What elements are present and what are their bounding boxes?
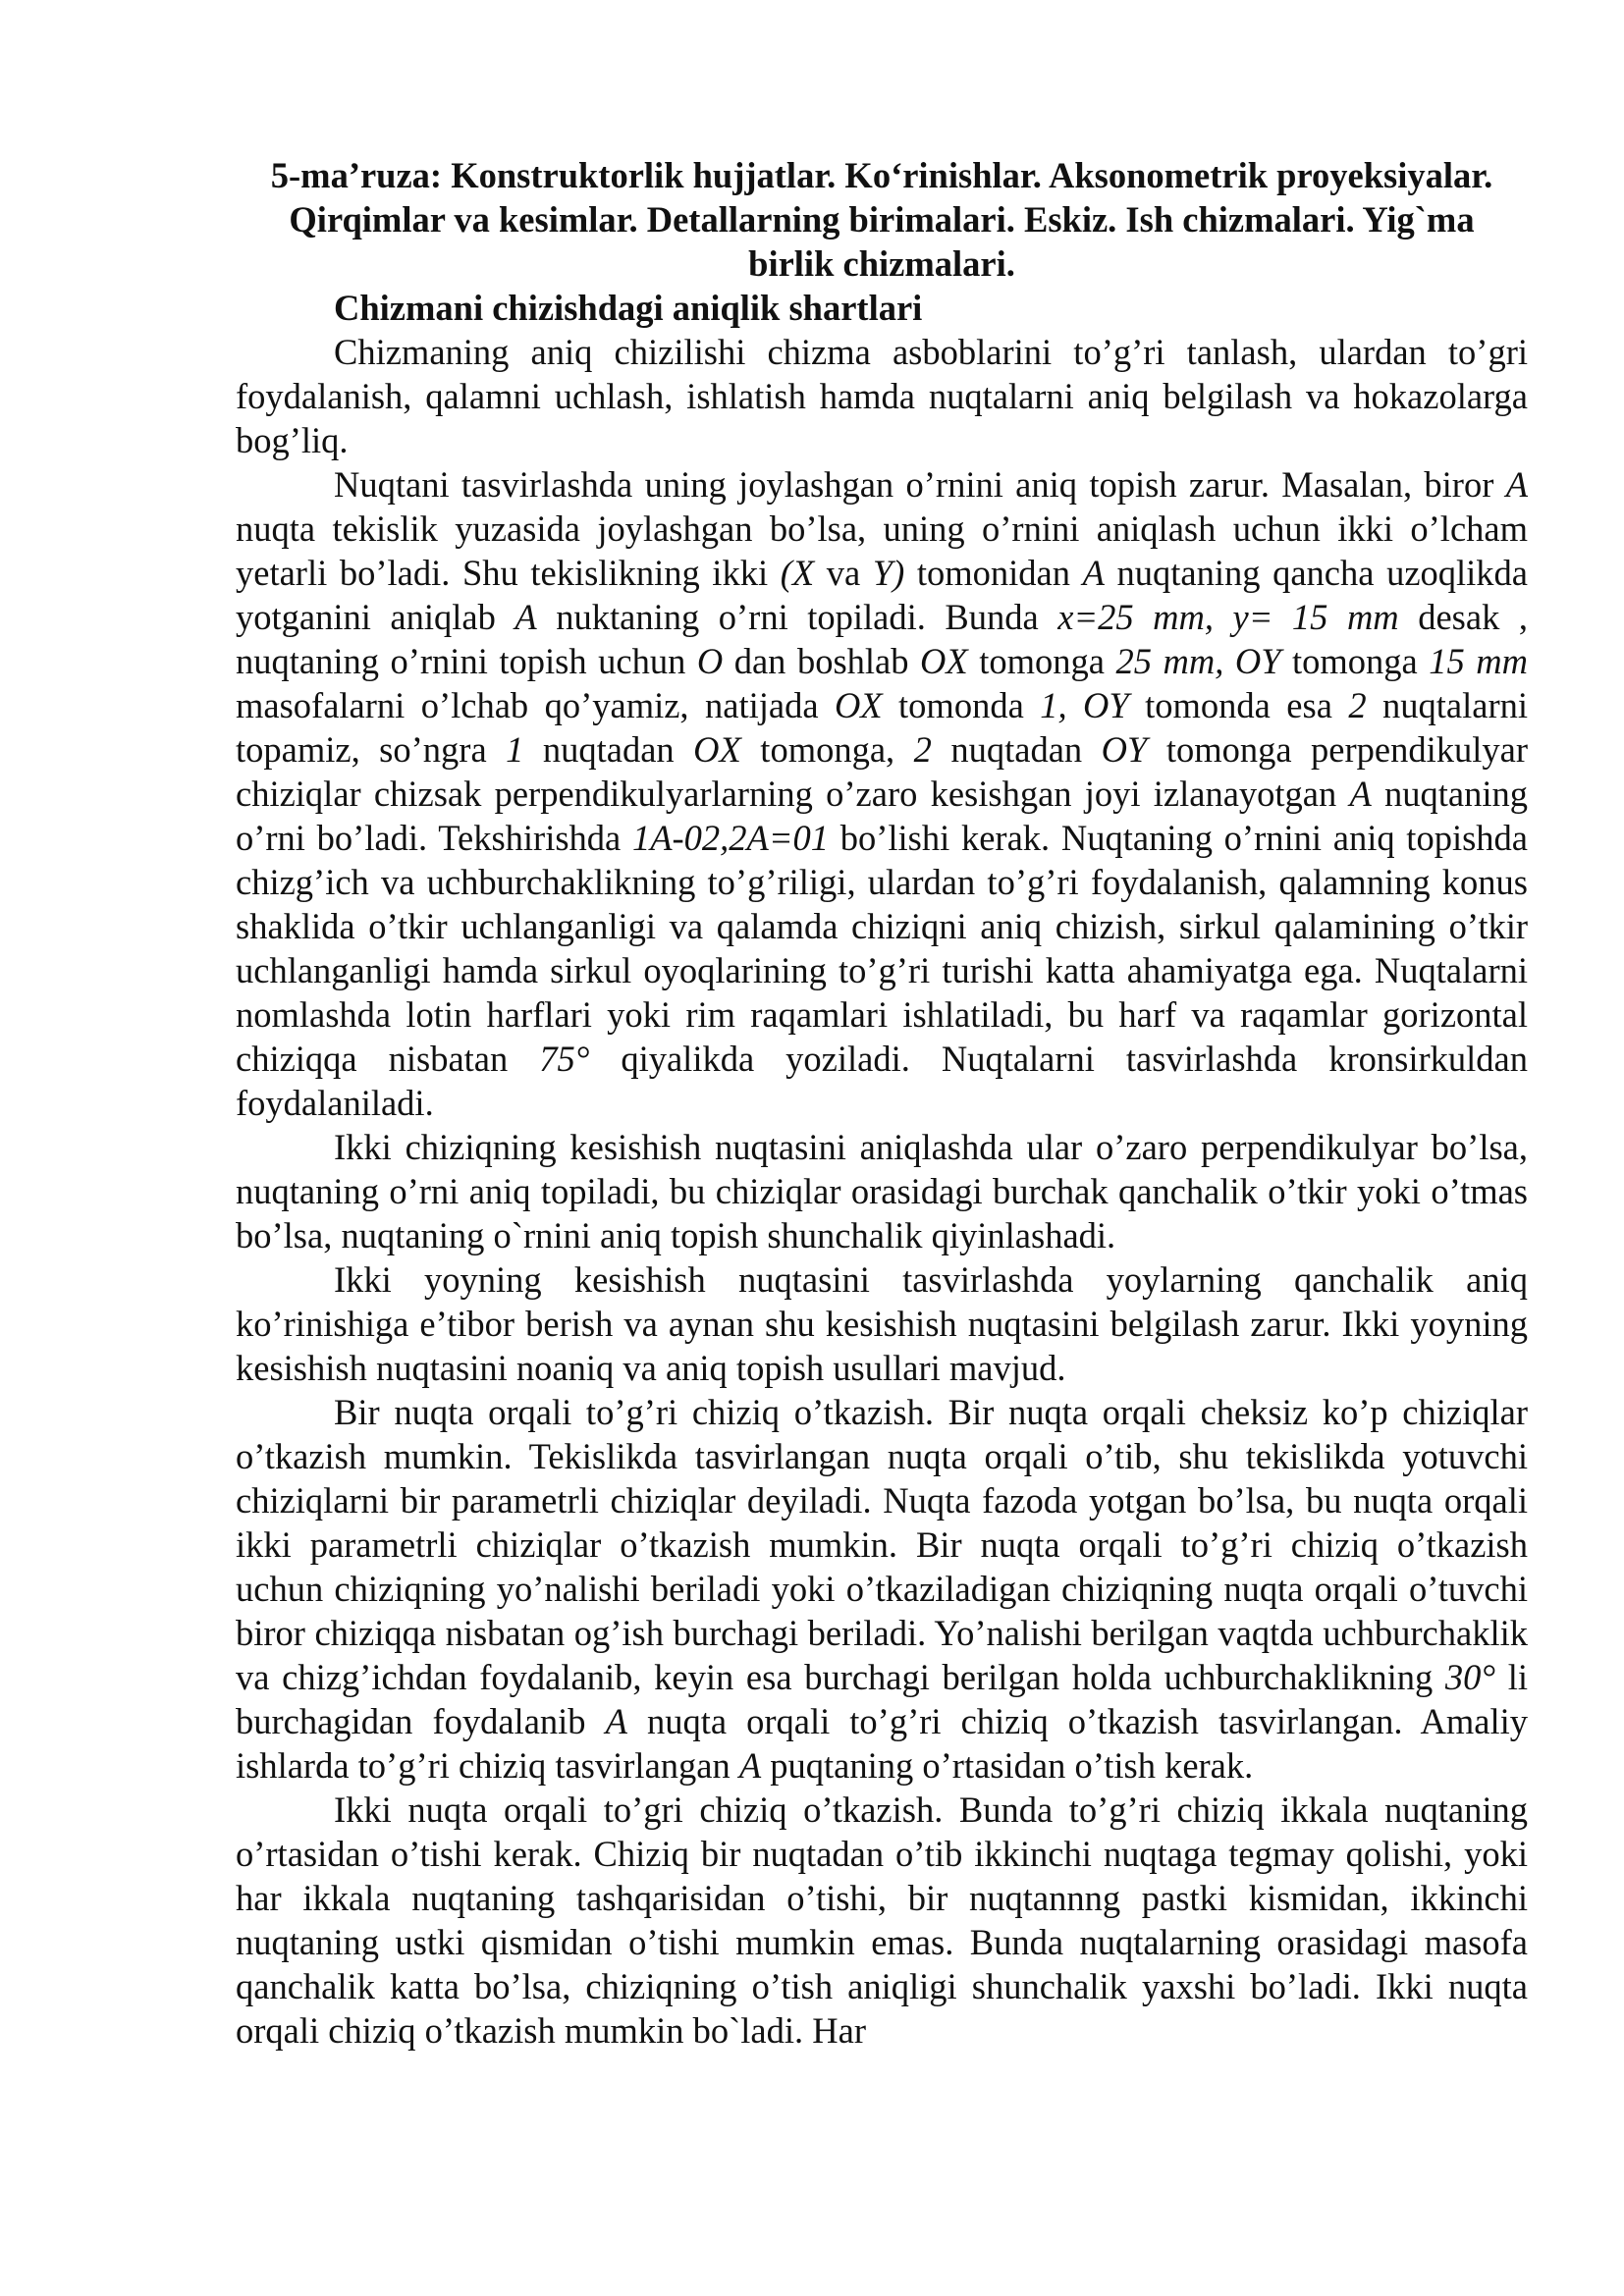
italic-term: 25 mm, OY — [1115, 641, 1281, 681]
text-run: nuqta orqali to’g’ri chiziq o’tkazish tasvirlangan. Amaliy ishlarda to’g’ri chiziq tasvirlangan — [236, 1701, 1529, 1786]
text-run: Nuqtani tasvirlashda uning joylashgan o’rnini aniq topish zarur. Masalan, biror — [334, 464, 1506, 505]
italic-term: A — [605, 1701, 627, 1741]
italic-term: A — [514, 597, 537, 637]
italic-term: 75° — [539, 1039, 590, 1079]
paragraph-3: Ikki chiziqning kesishish nuqtasini aniqlashda ular o’zaro perpendikulyar bo’lsa, nuqtaning o’rni aniq topiladi, bu chiziqlar orasidagi burchak qanchalik o’tkir yoki o’tmas bo’lsa, nuqtaning o`rnini aniq topish shunchalik qiyinlashadi. — [236, 1127, 1528, 1255]
text-run: desak , nuqtaning o’rnini topish uchun — [236, 597, 1528, 681]
italic-term: OX — [920, 641, 968, 681]
text-run: va — [814, 553, 873, 593]
text-run: tomonda esa — [1128, 685, 1349, 725]
text-run: puqtaning o’rtasidan o’tish kerak. — [761, 1745, 1254, 1786]
italic-term: A — [1505, 464, 1528, 505]
italic-term: 15 mm — [1429, 641, 1529, 681]
italic-term: O — [696, 641, 724, 681]
text-run: nuqta tekislik yuzasida joylashgan bo’lsa, uning o’rnini aniqlash uchun ikki o’lcham yetarli bo’ladi. Shu tekislikning ikki — [236, 508, 1528, 593]
italic-term: x=25 mm, y= 15 mm — [1057, 597, 1399, 637]
italic-term: OX — [834, 685, 883, 725]
text-run: dan boshlab — [723, 641, 921, 681]
italic-term: OY — [1101, 729, 1148, 770]
italic-term: OX — [693, 729, 741, 770]
text-run: nuqtalarni topamiz, so’ngra — [236, 685, 1528, 770]
italic-term: A — [1349, 774, 1372, 814]
section-heading: Chizmani chizishdagi aniqlik shartlari — [334, 288, 923, 328]
text-run: nuqtadan — [523, 729, 694, 770]
text-run: nuqtaning qancha uzoqlikda yotganini aniqlab — [236, 553, 1528, 637]
italic-term: 2 — [1348, 685, 1367, 725]
paragraph-4: Ikki yoyning kesishish nuqtasini tasvirlashda yoylarning qanchalik aniq ko’rinishiga e’tibor berish va aynan shu kesishish nuqtasini belgilash zarur. Ikki yoyning kesishish nuqtasini noaniq va aniq topish usullari mavjud. — [236, 1259, 1528, 1388]
text-run: tomonga, — [740, 729, 914, 770]
document-page — [236, 153, 1528, 2053]
text-run: tomonda — [882, 685, 1041, 725]
italic-term: (X — [780, 553, 815, 593]
text-run: tomonga — [967, 641, 1116, 681]
paragraph-5 — [236, 1390, 1528, 1788]
italic-term: 30° — [1444, 1657, 1496, 1697]
italic-term: Y) — [872, 553, 905, 593]
text-run: nuktaning o’rni topiladi. Bunda — [536, 597, 1058, 637]
document-title: 5-ma’ruza: Konstruktorlik hujjatlar. Ko‘rinishlar. Aksonometrik proyeksiyalar. Qirqimlar va kesimlar. Detallarning birimalari. Eskiz. Ish chizmalari. Yig`ma birlik chizmalari. — [270, 155, 1493, 284]
italic-term: 1 — [506, 729, 524, 770]
paragraph-2 — [236, 462, 1528, 1125]
text-run: Bir nuqta orqali to’g’ri chiziq o’tkazish. Bir nuqta orqali cheksiz ko’p chiziqlar o’tkazish mumkin. Tekislikda tasvirlangan nuqta orqali o’tib, shu tekislikda yotuvchi chiziqlarni bir parametrli chiziqlar deyiladi. Nuqta fazoda yotgan bo’lsa, bu nuqta orqali ikki parametrli chiziqlar o’tkazish mumkin. Bir nuqta orqali to’g’ri chiziq o’tkazish uchun chiziqning yo’nalishi beriladi yoki o’tkaziladigan chiziqning nuqta orqali o’tuvchi biror chiziqqa nisbatan og’ish burchagi beriladi. Yo’nalishi berilgan vaqtda uchburchaklik va chizg’ichdan foydalanib, keyin esa burchagi berilgan holda uchburchaklikning — [236, 1392, 1528, 1697]
italic-term: 1A-02,2A=01 — [631, 818, 829, 858]
italic-term: A — [1082, 553, 1105, 593]
italic-term: 2 — [913, 729, 932, 770]
text-run: tomonidan — [904, 553, 1083, 593]
text-run: nuqtaning o’rni bo’ladi. Tekshirishda — [236, 774, 1529, 858]
text-run: nuqtadan — [931, 729, 1102, 770]
text-run: li burchagidan foydalanib — [236, 1657, 1528, 1741]
paragraph-6: Ikki nuqta orqali to’gri chiziq o’tkazish. Bunda to’g’ri chiziq ikkala nuqtaning o’rtasidan o’tishi kerak. Chiziq bir nuqtadan o’tib ikkinchi nuqtaga tegmay qolishi, yoki har ikkala nuqtaning tashqarisidan o’tishi, bir nuqtannng pastki kismidan, ikkinchi nuqtaning ustki qismidan o’tishi mumkin emas. Bunda nuqtalarning orasidagi masofa qanchalik katta bo’lsa, chiziqning o’tish aniqligi shunchalik yaxshi bo’ladi. Ikki nuqta orqali chiziq o’tkazish mumkin bo`ladi. Har — [236, 1789, 1528, 2051]
italic-term: A — [738, 1745, 762, 1786]
paragraph-1: Chizmaning aniq chizilishi chizma asboblarini to’g’ri tanlash, ulardan to’gri foydalanish, qalamni uchlash, ishlatish hamda nuqtalarni aniq belgilash va hokazolarga bog’liq. — [236, 332, 1528, 460]
text-run: qiyalikda yoziladi. Nuqtalarni tasvirlashda kronsirkuldan foydalaniladi. — [236, 1039, 1528, 1123]
italic-term: 1, OY — [1040, 685, 1129, 725]
text-run: masofalarni o’lchab qo’yamiz, natijada — [236, 685, 835, 725]
text-run: bo’lishi kerak. Nuqtaning o’rnini aniq topishda chizg’ich va uchburchaklikning to’g’riligi, ulardan to’g’ri foydalanish, qalamning konus shaklida o’tkir uchlanganligi va qalamda chiziqni aniq chizish, sirkul qalamining o’tkir uchlanganligi hamda sirkul oyoqlarining to’g’ri turishi katta ahamiyatga ega. Nuqtalarni nomlashda lotin harflari yoki rim raqamlari ishlatiladi, bu harf va raqamlar gorizontal chiziqqa nisbatan — [236, 818, 1528, 1079]
text-run: tomonga perpendikulyar chiziqlar chizsak perpendikulyarlarning o’zaro kesishgan joyi izlanayotgan — [236, 729, 1528, 814]
text-run: tomonga — [1280, 641, 1430, 681]
